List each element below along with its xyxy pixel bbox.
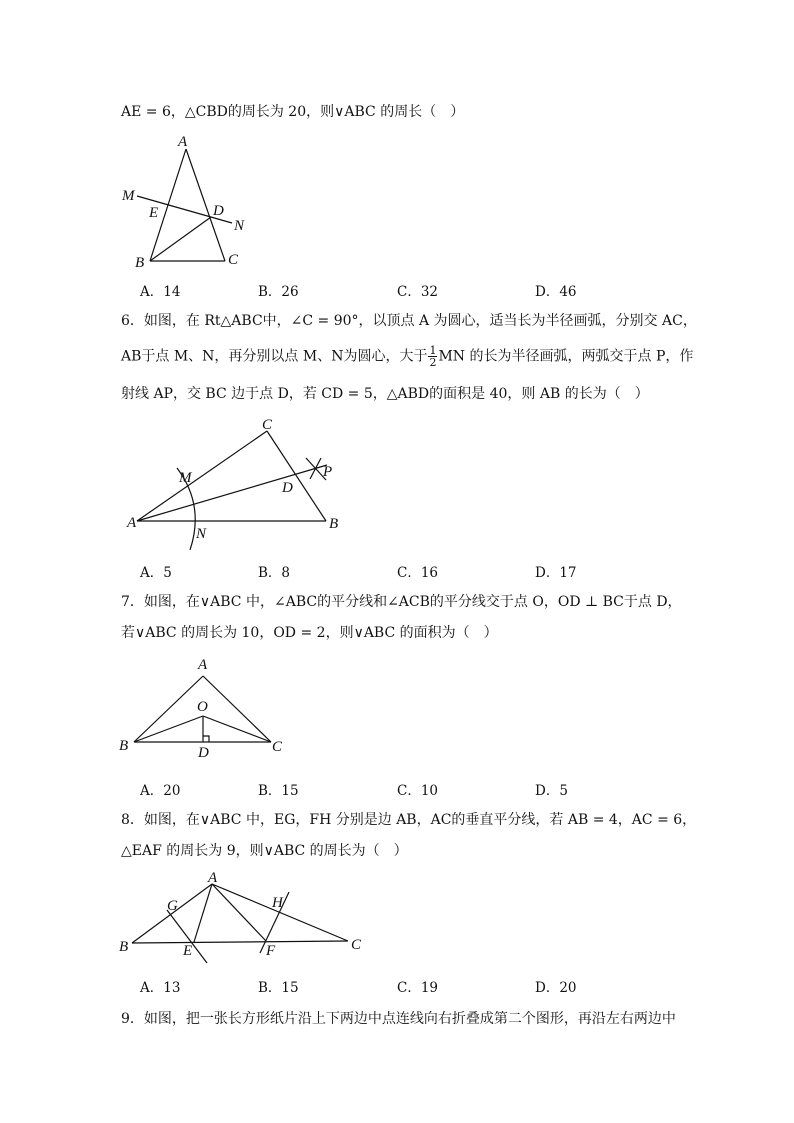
q6-choice-a[interactable]: A．5 [140, 565, 172, 581]
q5-figure [115, 130, 265, 275]
q7-figure [115, 655, 295, 765]
q8-label-e: E [183, 943, 193, 959]
q5-choice-a[interactable]: A．14 [140, 284, 181, 300]
q8-side-ac [212, 884, 348, 941]
q8-choice-c[interactable]: C．19 [397, 980, 439, 996]
q5-label-b: B [135, 255, 145, 271]
q7-text-line-1: 7．如图，在∨ABC 中，∠ABC的平分线和∠ACB的平分线交于点 O，OD ⊥ BC于点 D， [121, 594, 682, 610]
q5-choice-c[interactable]: C．32 [397, 284, 439, 300]
q5-label-n: N [234, 218, 245, 234]
q5-label-m: M [122, 188, 135, 204]
q5-choice-b[interactable]: B．26 [258, 284, 299, 300]
q5-label-d: D [213, 203, 224, 219]
q6-choice-b[interactable]: B．8 [258, 565, 291, 581]
q8-text-line-2: △EAF 的周长为 9，则∨ABC 的周长为（ ） [121, 843, 408, 859]
q6-ray-ap [137, 465, 327, 521]
q7-label-d: D [198, 745, 209, 761]
q6-label-c: C [262, 417, 273, 433]
q7-choice-b[interactable]: B．15 [258, 783, 299, 799]
q6-label-p: P [323, 464, 333, 480]
q7-choices [140, 779, 700, 799]
q8-label-g: G [167, 898, 178, 914]
q6-text-line-3: 射线 AP，交 BC 边于点 D，若 CD = 5，△ABD的面积是 40，则 AB 的长为（ ） [121, 386, 649, 402]
q9-text-line-1: 9．如图，把一张长方形纸片沿上下两边中点连线向右折叠成第二个图形，再沿左右两边中 [121, 1011, 676, 1027]
q7-label-b: B [119, 738, 129, 754]
q7-choice-a[interactable]: A．20 [140, 783, 181, 799]
q8-segment-af [212, 884, 266, 941]
q7-side-ac [203, 676, 271, 742]
q6-label-a: A [127, 515, 137, 531]
q6-side-ac [137, 431, 267, 521]
q5-text-line-1: AE = 6，△CBD的周长为 20，则∨ABC 的周长（ ） [121, 104, 465, 120]
q8-figure [115, 865, 370, 965]
q8-choices [140, 976, 700, 996]
q6-figure [115, 410, 360, 550]
q6-text-line-2 [121, 345, 693, 368]
q5-label-c: C [228, 252, 239, 268]
q6-side-cb [267, 431, 326, 521]
q8-choice-d[interactable]: D．20 [535, 980, 577, 996]
q6-text-line-2-post: MN 的长为半径画弧，两弧交于点 P，作 [438, 348, 694, 365]
q7-label-c: C [272, 739, 283, 755]
q6-label-b: B [329, 516, 339, 532]
q8-side-bc [132, 941, 348, 943]
q8-text-line-1: 8．如图，在∨ABC 中，EG，FH 分别是边 AB，AC的垂直平分线，若 AB = 4，AC = 6， [121, 812, 697, 828]
q7-choice-c[interactable]: C．10 [397, 783, 439, 799]
q8-choice-a[interactable]: A．13 [140, 980, 181, 996]
q6-choice-d[interactable]: D．17 [535, 565, 577, 581]
q8-choice-b[interactable]: B．15 [258, 980, 299, 996]
q7-choice-d[interactable]: D．5 [535, 783, 568, 799]
q8-label-a: A [208, 870, 218, 886]
q7-segment-co [203, 716, 271, 742]
q7-label-o: O [197, 699, 208, 715]
q8-segment-ae [194, 884, 212, 942]
q5-choice-d[interactable]: D．46 [535, 284, 577, 300]
q6-label-n: N [196, 526, 207, 542]
q6-text-line-1: 6．如图，在 Rt△ABC中，∠C = 90°，以顶点 A 为圆心，适当长为半径画弧，分别交 AC， [121, 313, 697, 329]
q8-label-f: F [266, 943, 276, 959]
q6-label-m: M [179, 470, 192, 486]
q6-text-line-2-pre: AB于点 M、N，再分别以点 M、N为圆心，大于 [121, 348, 428, 365]
q7-segment-bo [134, 716, 203, 742]
q6-choice-c[interactable]: C．16 [397, 565, 439, 581]
q7-right-angle-mark [203, 736, 209, 742]
q6-fraction-numerator: 1 [429, 344, 437, 357]
q8-label-c: C [351, 937, 362, 953]
q6-label-d: D [282, 480, 293, 496]
q5-label-a: A [178, 134, 188, 150]
q8-label-h: H [272, 895, 283, 911]
q6-choices [140, 561, 700, 581]
q6-fraction-denominator: 2 [429, 356, 437, 369]
q5-segment-bd [150, 217, 211, 261]
q7-label-a: A [198, 657, 208, 673]
q6-fraction [428, 345, 437, 368]
q5-label-e: E [149, 205, 159, 221]
q8-label-b: B [119, 939, 129, 955]
q5-choices [140, 280, 700, 300]
q7-side-ab [134, 676, 203, 742]
q6-arc-p-2 [310, 458, 321, 479]
q7-text-line-2: 若∨ABC 的周长为 10，OD = 2，则∨ABC 的面积为（ ） [121, 625, 498, 641]
